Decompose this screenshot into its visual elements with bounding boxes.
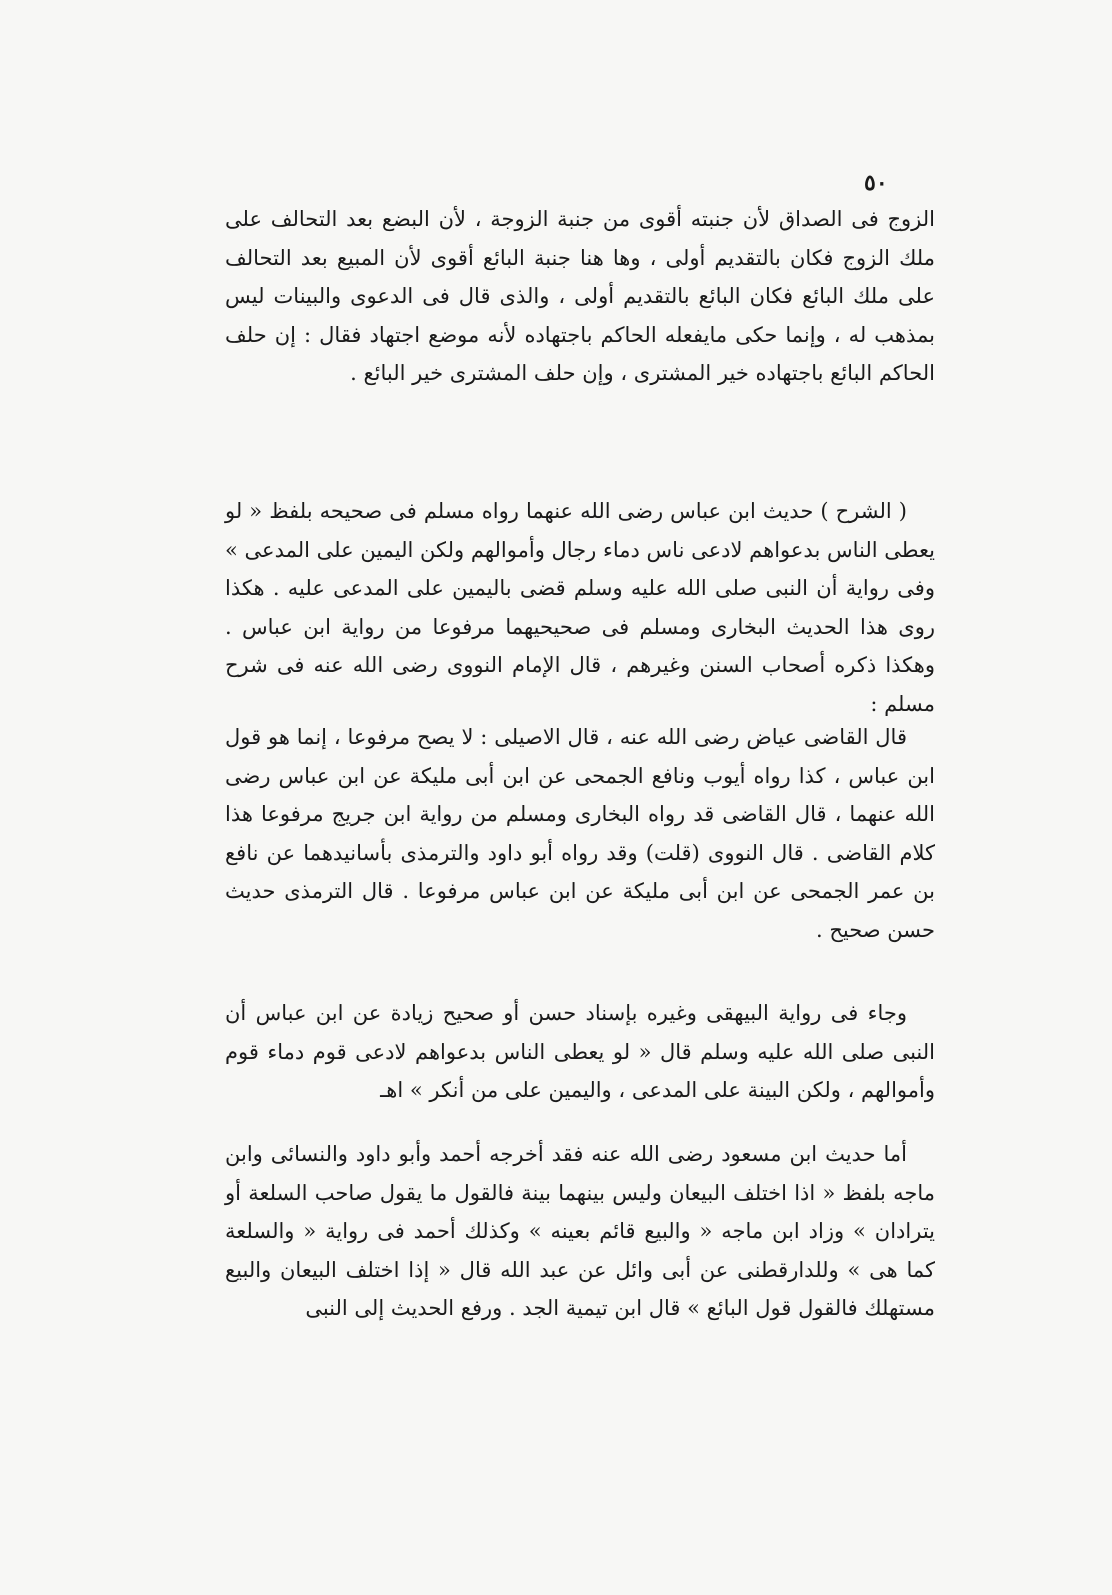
paragraph-text: الزوج فى الصداق لأن جنبته أقوى من جنبة الزوجة ، لأن البضع بعد التحالف على ملك الزوج فكان بالتقديم أولى ، وها هنا جنبة البائع أقوى لأن المبيع بعد التحالف على ملك البائع فكان البائع بالتقديم أولى ، والذى قال فى الدعوى والبينات ليس بمذهب له ، وإنما حكى مايفعله الحاكم باجتهاده لأنه موضع اجتهاد فقال : إن حلف الحاكم البائع باجتهاده خير المشترى ، وإن حلف المشترى خير البائع . (225, 207, 935, 385)
paragraph-text: وجاء فى رواية البيهقى وغيره بإسناد حسن أو صحيح زيادة عن ابن عباس أن النبى صلى الله عليه وسلم قال « لو يعطى الناس بدعواهم لادعى قوم دماء قوم وأموالهم ، ولكن البينة على المدعى ، واليمين على من أنكر » اهـ (225, 1001, 935, 1102)
paragraph-qadi-iyad (225, 718, 935, 949)
paragraph-text: أما حديث ابن مسعود رضى الله عنه فقد أخرجه أحمد وأبو داود والنسائى وابن ماجه بلفظ « اذا اختلف البيعان وليس بينهما بينة فالقول ما يقول صاحب السلعة أو يترادان » وزاد ابن ماجه « والبيع قائم بعينه » وكذلك أحمد فى رواية « والسلعة كما هى » وللدارقطنى عن أبى وائل عن عبد الله قال « إذا اختلف البيعان والبيع مستهلك فالقول قول البائع » قال ابن تيمية الجد . ورفع الحديث إلى النبى (225, 1142, 935, 1320)
paragraph-text: ( الشرح ) حديث ابن عباس رضى الله عنهما رواه مسلم فى صحيحه بلفظ « لو يعطى الناس بدعواهم لادعى ناس دماء رجال وأموالهم ولكن اليمين على المدعى » وفى رواية أن النبى صلى الله عليه وسلم قضى باليمين على المدعى عليه . هكذا روى هذا الحديث البخارى ومسلم فى صحيحيهما مرفوعا من رواية ابن عباس . وهكذا ذكره أصحاب السنن وغيرهم ، قال الإمام النووى رضى الله عنه فى شرح مسلم : (225, 499, 935, 716)
paragraph-bayhaqi (225, 994, 935, 1110)
paragraph-commentary (225, 492, 935, 723)
paragraph-text: قال القاضى عياض رضى الله عنه ، قال الاصيلى : لا يصح مرفوعا ، إنما هو قول ابن عباس ، كذا رواه أيوب ونافع الجمحى عن ابن أبى مليكة عن ابن عباس رضى الله عنهما ، قال القاضى قد رواه البخارى ومسلم من رواية ابن جريج مرفوعا هذا كلام القاضى . قال النووى (قلت) وقد رواه أبو داود والترمذى بأسانيدهما عن نافع بن عمر الجمحى عن ابن أبى مليكة عن ابن عباس مرفوعا . قال الترمذى حديث حسن صحيح . (225, 725, 935, 942)
page-number: ٥٠ (864, 170, 888, 196)
paragraph-continuation (225, 200, 935, 393)
paragraph-ibn-masud (225, 1135, 935, 1328)
